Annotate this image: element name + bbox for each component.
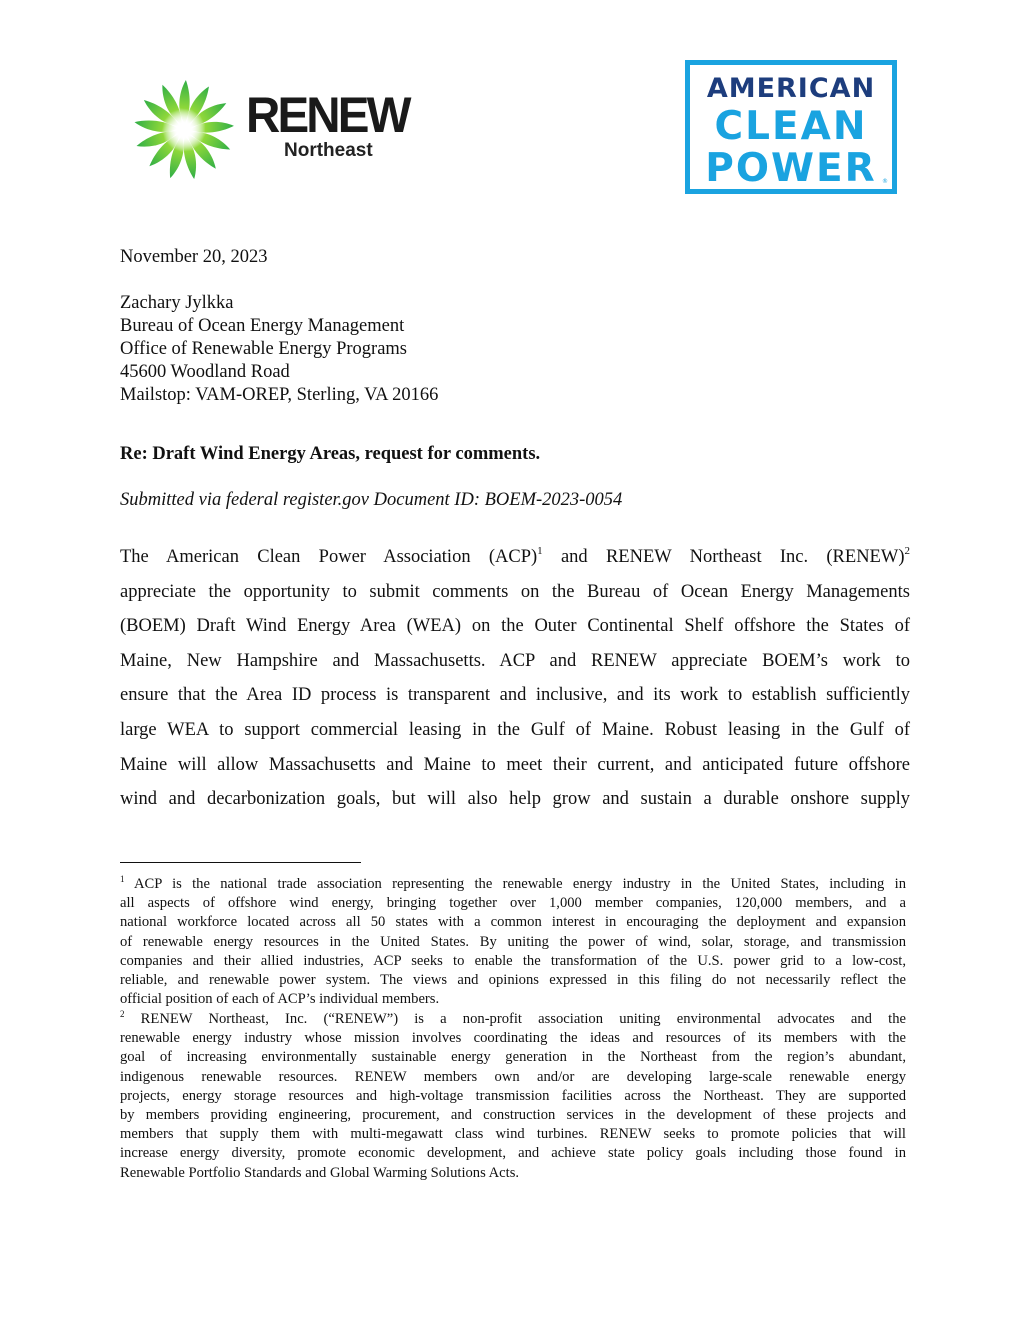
body-line: Maine will allow Massachusetts and Maine to meet their current, and anticipated future offshore xyxy=(120,754,910,775)
footnote-line: increase energy diversity, promote economic development, and achieve state policy goals including those found in xyxy=(120,1145,906,1162)
footnote-text: RENEW Northeast, Inc. (“RENEW”) is a non-profit association uniting environmental advocates and the xyxy=(124,1011,906,1027)
footnote-line: goal of increasing environmentally sustainable energy generation in the Northeast from the region’s abundant, xyxy=(120,1049,906,1066)
submission-note: Submitted via federal register.gov Document ID: BOEM-2023-0054 xyxy=(120,490,623,510)
body-text: and RENEW Northeast Inc. (RENEW) xyxy=(542,547,905,567)
recipient-mailstop: Mailstop: VAM-OREP, Sterling, VA 20166 xyxy=(120,385,439,405)
footnote-ref-2[interactable]: 2 xyxy=(904,545,910,557)
recipient-organization: Bureau of Ocean Energy Management xyxy=(120,316,405,336)
footnote-separator xyxy=(120,862,361,863)
recipient-name: Zachary Jylkka xyxy=(120,293,234,313)
footnote-ref-1[interactable]: 1 xyxy=(537,545,543,557)
recipient-office: Office of Renewable Energy Programs xyxy=(120,339,408,359)
body-line: ensure that the Area ID process is transparent and inclusive, and its work to establish sufficiently xyxy=(120,685,910,706)
footnote-line: reliable, and renewable power system. The views and opinions expressed in this filing do not necessarily reflect the xyxy=(120,971,906,988)
renew-northeast-logo xyxy=(132,78,414,182)
footnote-line: companies and their allied industries, ACP seeks to enable the transformation of the U.S. power grid to a low-cost, xyxy=(120,952,906,969)
footnote-line: renewable energy industry whose mission involves coordinating the ideas and resources of its members with the xyxy=(120,1030,906,1047)
american-clean-power-logo xyxy=(685,60,897,194)
footnote-1 xyxy=(120,875,906,1009)
footnote-text: ACP is the national trade association representing the renewable energy industry in the United States, including in xyxy=(124,876,906,892)
recipient-street: 45600 Woodland Road xyxy=(120,362,290,382)
footnote-line: national workforce located across all 50 states with a common interest in encouraging the deployment and expansion xyxy=(120,914,906,931)
body-paragraph xyxy=(120,545,910,822)
body-line: wind and decarbonization goals, but will also help grow and sustain a durable onshore supply xyxy=(120,789,910,810)
renew-wordmark: RENEW xyxy=(246,87,409,143)
acp-logo-line-3: POWER xyxy=(705,146,877,191)
footnote-line: members that supply them with multi-megawatt class wind turbines. RENEW seeks to promote policies that will xyxy=(120,1126,906,1143)
footnote-line xyxy=(120,1010,906,1029)
acp-logo-line-2: CLEAN xyxy=(714,104,868,149)
body-line: (BOEM) Draft Wind Energy Area (WEA) on the Outer Continental Shelf offshore the States of xyxy=(120,616,910,637)
footnote-line: indigenous renewable resources. RENEW members own and/or are developing large-scale renewable energy xyxy=(120,1068,906,1085)
registered-mark: ® xyxy=(882,178,888,185)
footnote-number: 1 xyxy=(120,874,125,884)
footnote-number: 2 xyxy=(120,1009,125,1019)
footnote-2 xyxy=(120,1010,906,1183)
letter-date: November 20, 2023 xyxy=(120,247,268,267)
footnote-line xyxy=(120,875,906,894)
body-text: The American Clean Power Association (ACP) xyxy=(120,547,538,567)
footnote-line: by members providing engineering, procurement, and construction services in the development of these projects and xyxy=(120,1106,906,1123)
renew-sunburst-icon xyxy=(132,78,236,182)
body-line: appreciate the opportunity to submit comments on the Bureau of Ocean Energy Managements xyxy=(120,581,910,602)
body-line: large WEA to support commercial leasing in the Gulf of Maine. Robust leasing in the Gulf of xyxy=(120,719,910,740)
footnote-line: projects, energy storage resources and high-voltage transmission facilities across the Northeast. They are supported xyxy=(120,1087,906,1104)
subject-line: Re: Draft Wind Energy Areas, request for comments. xyxy=(120,444,541,464)
footnote-line: of renewable energy resources in the United States. By uniting the power of wind, solar, storage, and transmission xyxy=(120,933,906,950)
recipient-address xyxy=(120,292,438,407)
footnote-line: Renewable Portfolio Standards and Global Warming Solutions Acts. xyxy=(120,1164,520,1181)
body-line xyxy=(120,545,910,580)
acp-logo-line-1: AMERICAN xyxy=(706,73,876,104)
footnote-line: all aspects of offshore wind energy, bringing together over 1,000 member companies, 120,000 members, and a xyxy=(120,895,906,912)
renew-subtitle: Northeast xyxy=(284,140,373,161)
footnote-line: official position of each of ACP’s individual members. xyxy=(120,991,440,1008)
body-line: Maine, New Hampshire and Massachusetts. ACP and RENEW appreciate BOEM’s work to xyxy=(120,650,910,671)
